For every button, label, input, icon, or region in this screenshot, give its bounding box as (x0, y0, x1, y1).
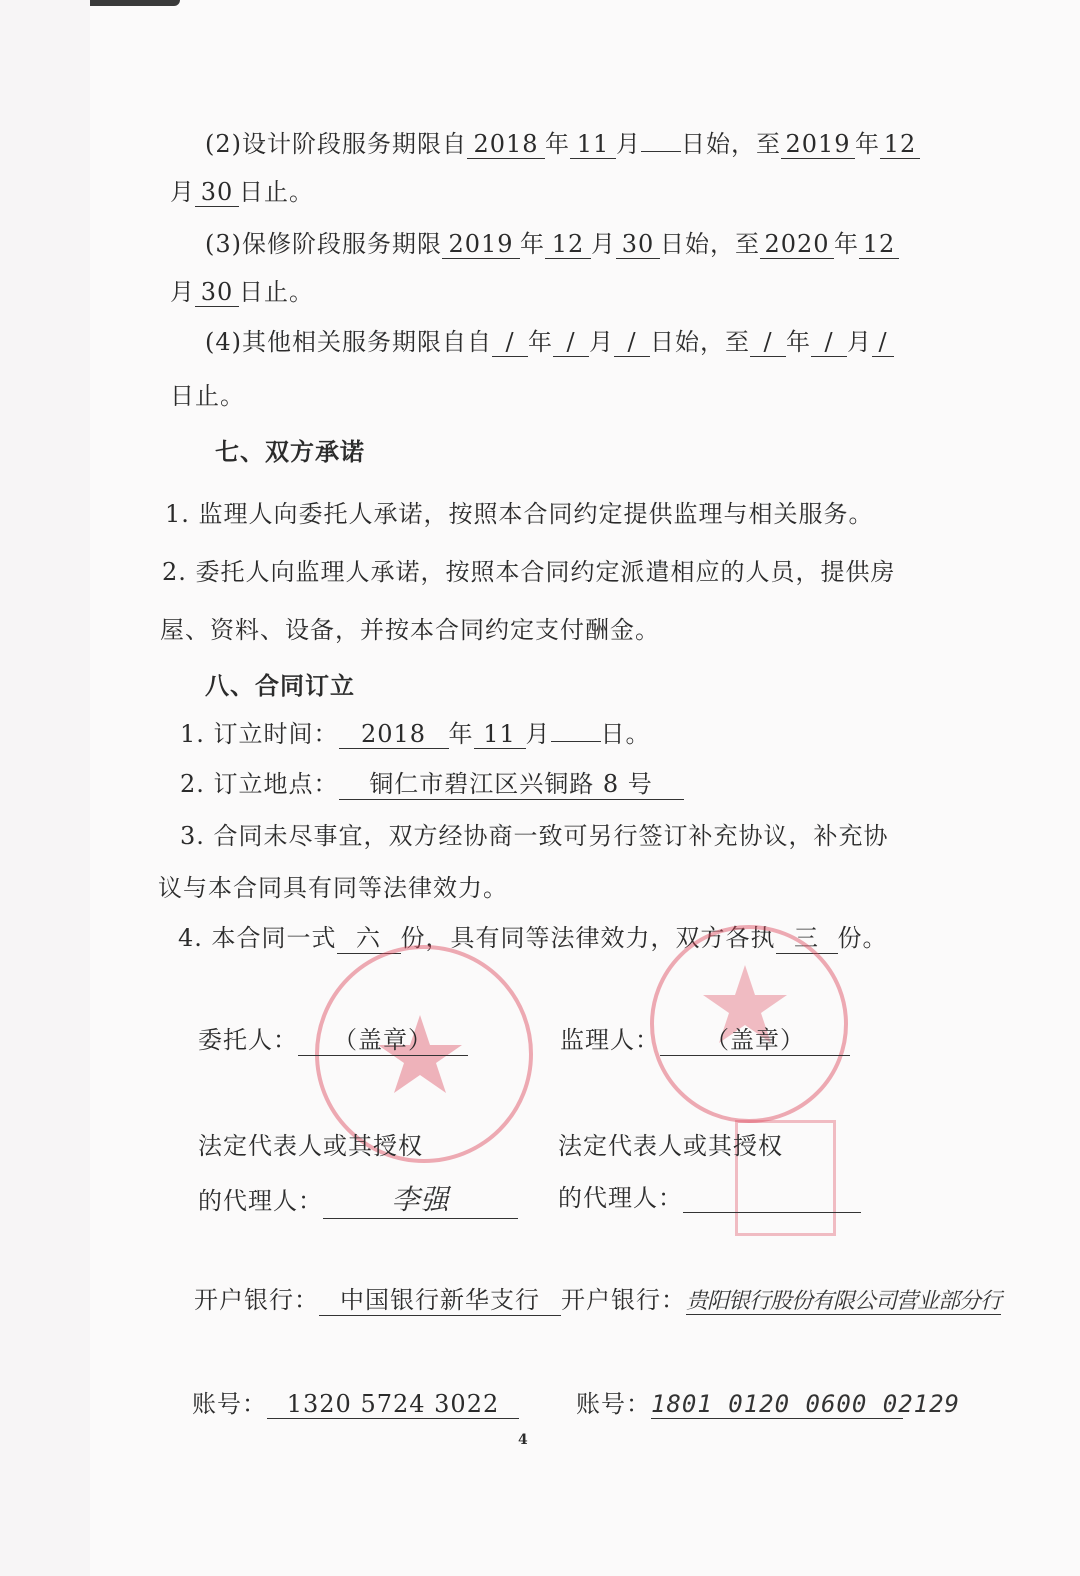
client-label: 委托人： (198, 1026, 298, 1054)
signing-time-label: 1. 订立时间： (180, 720, 339, 748)
copies-mid: 份，具有同等法律效力，双方各执 (400, 924, 776, 952)
supervisor-account-number: 1801 0120 0600 02129 (651, 1390, 960, 1418)
copies-each: 三 (776, 918, 838, 954)
signing-place-label: 2. 订立地点： (180, 770, 339, 798)
client-line (198, 1020, 468, 1056)
text-day: 日。 (600, 720, 651, 748)
signing-year: 2018 (339, 720, 449, 749)
warranty-period-line-2 (170, 272, 314, 307)
design-end-day: 30 (195, 178, 239, 207)
scan-shadow (90, 0, 180, 6)
client-account-number: 1320 5724 3022 (267, 1390, 519, 1419)
client-account-label: 账号： (192, 1390, 267, 1418)
section-8-heading: 八、合同订立 (205, 671, 355, 700)
section-7-item-1: 1. 监理人向委托人承诺，按照本合同约定提供监理与相关服务。 (165, 500, 874, 528)
design-start-day (641, 151, 681, 152)
text-year: 年 (834, 230, 859, 258)
other-start-year: / (492, 328, 528, 357)
warranty-start-day: 30 (616, 230, 660, 259)
section-8-item-3-cont: 议与本合同具有同等法律效力。 (158, 874, 508, 902)
copies-end: 份。 (837, 924, 888, 952)
text-end: 日止。 (239, 278, 314, 306)
other-period-line-2: 日止。 (170, 382, 245, 410)
client-seal-field: （盖章） (298, 1020, 468, 1056)
other-end-year: / (750, 328, 786, 357)
other-period-label: (4)其他相关服务期限自自 (205, 328, 492, 356)
other-end-day: / (872, 328, 894, 357)
client-rep-label: 法定代表人或其授权 (198, 1132, 423, 1160)
supervisor-rep-label: 法定代表人或其授权 (558, 1132, 783, 1160)
account-line-right (576, 1384, 960, 1419)
section-8-item-3: 3. 合同未尽事宜，双方经协商一致可另行签订补充协议，补充协 (180, 822, 889, 850)
supervisor-bank-label: 开户银行： (561, 1286, 686, 1314)
text-start: 日始，至 (681, 130, 781, 158)
signing-time-line (180, 714, 651, 749)
text-month: 月 (525, 720, 551, 748)
design-start-year: 2018 (467, 130, 545, 159)
signing-month: 11 (474, 720, 526, 749)
warranty-start-month: 12 (545, 230, 591, 259)
section-7-item-2: 2. 委托人向监理人承诺，按照本合同约定派遣相应的人员，提供房 (162, 558, 896, 586)
design-period-line-2 (170, 172, 314, 207)
section-7-item-2-cont: 屋、资料、设备，并按本合同约定支付酬金。 (160, 616, 660, 644)
client-agent-signature: 李强 (323, 1178, 518, 1219)
supervisor-agent-label: 的代理人： (558, 1184, 683, 1212)
text-start: 日始，至 (650, 328, 750, 356)
text-end: 日止。 (239, 178, 314, 206)
supervisor-agent-line (558, 1178, 861, 1213)
text-start: 日始，至 (660, 230, 760, 258)
warranty-end-year: 2020 (760, 230, 834, 259)
design-end-year: 2019 (781, 130, 855, 159)
text-year: 年 (520, 230, 545, 258)
text-year: 年 (855, 130, 880, 158)
page-number: 4 (518, 1432, 528, 1448)
text-month: 月 (170, 278, 195, 306)
copies-label: 4. 本合同一式 (178, 924, 337, 952)
text-month: 月 (170, 178, 195, 206)
design-start-month: 11 (570, 130, 616, 159)
text-month: 月 (616, 130, 641, 158)
copies-total: 六 (337, 918, 401, 954)
warranty-period-label: (3)保修阶段服务期限 (205, 230, 442, 258)
supervisor-line (560, 1020, 850, 1056)
bank-line (194, 1280, 1001, 1316)
client-agent-label: 的代理人： (198, 1187, 323, 1215)
design-period-label: (2)设计阶段服务期限自 (205, 130, 467, 158)
text-year: 年 (528, 328, 553, 356)
other-start-month: / (553, 328, 589, 357)
other-start-day: / (614, 328, 650, 357)
signing-day (551, 741, 601, 742)
supervisor-bank-value: 贵阳银行股份有限公司营业部分行 (686, 1289, 1002, 1314)
warranty-start-year: 2019 (442, 230, 520, 259)
section-7-heading: 七、双方承诺 (215, 437, 365, 466)
text-year: 年 (448, 720, 474, 748)
client-bank-label: 开户银行： (194, 1286, 319, 1314)
supervisor-label: 监理人： (560, 1026, 660, 1054)
other-end-month: / (811, 328, 847, 357)
account-line-left (192, 1384, 519, 1419)
supervisor-account-label: 账号： (576, 1390, 651, 1418)
text-month: 月 (589, 328, 614, 356)
design-end-month: 12 (880, 130, 920, 159)
signing-place-value: 铜仁市碧江区兴铜路 8 号 (339, 764, 684, 800)
signing-place-line (180, 764, 684, 800)
supervisor-seal-field: （盖章） (660, 1020, 850, 1056)
text-month: 月 (591, 230, 616, 258)
client-agent-line (198, 1178, 518, 1219)
warranty-period-line (205, 224, 899, 259)
other-period-line (205, 322, 894, 357)
warranty-end-month: 12 (859, 230, 899, 259)
design-period-line (205, 124, 920, 159)
text-year: 年 (786, 328, 811, 356)
client-bank-value: 中国银行新华支行 (319, 1280, 561, 1316)
text-month: 月 (847, 328, 872, 356)
text-year: 年 (545, 130, 570, 158)
warranty-end-day: 30 (195, 278, 239, 307)
